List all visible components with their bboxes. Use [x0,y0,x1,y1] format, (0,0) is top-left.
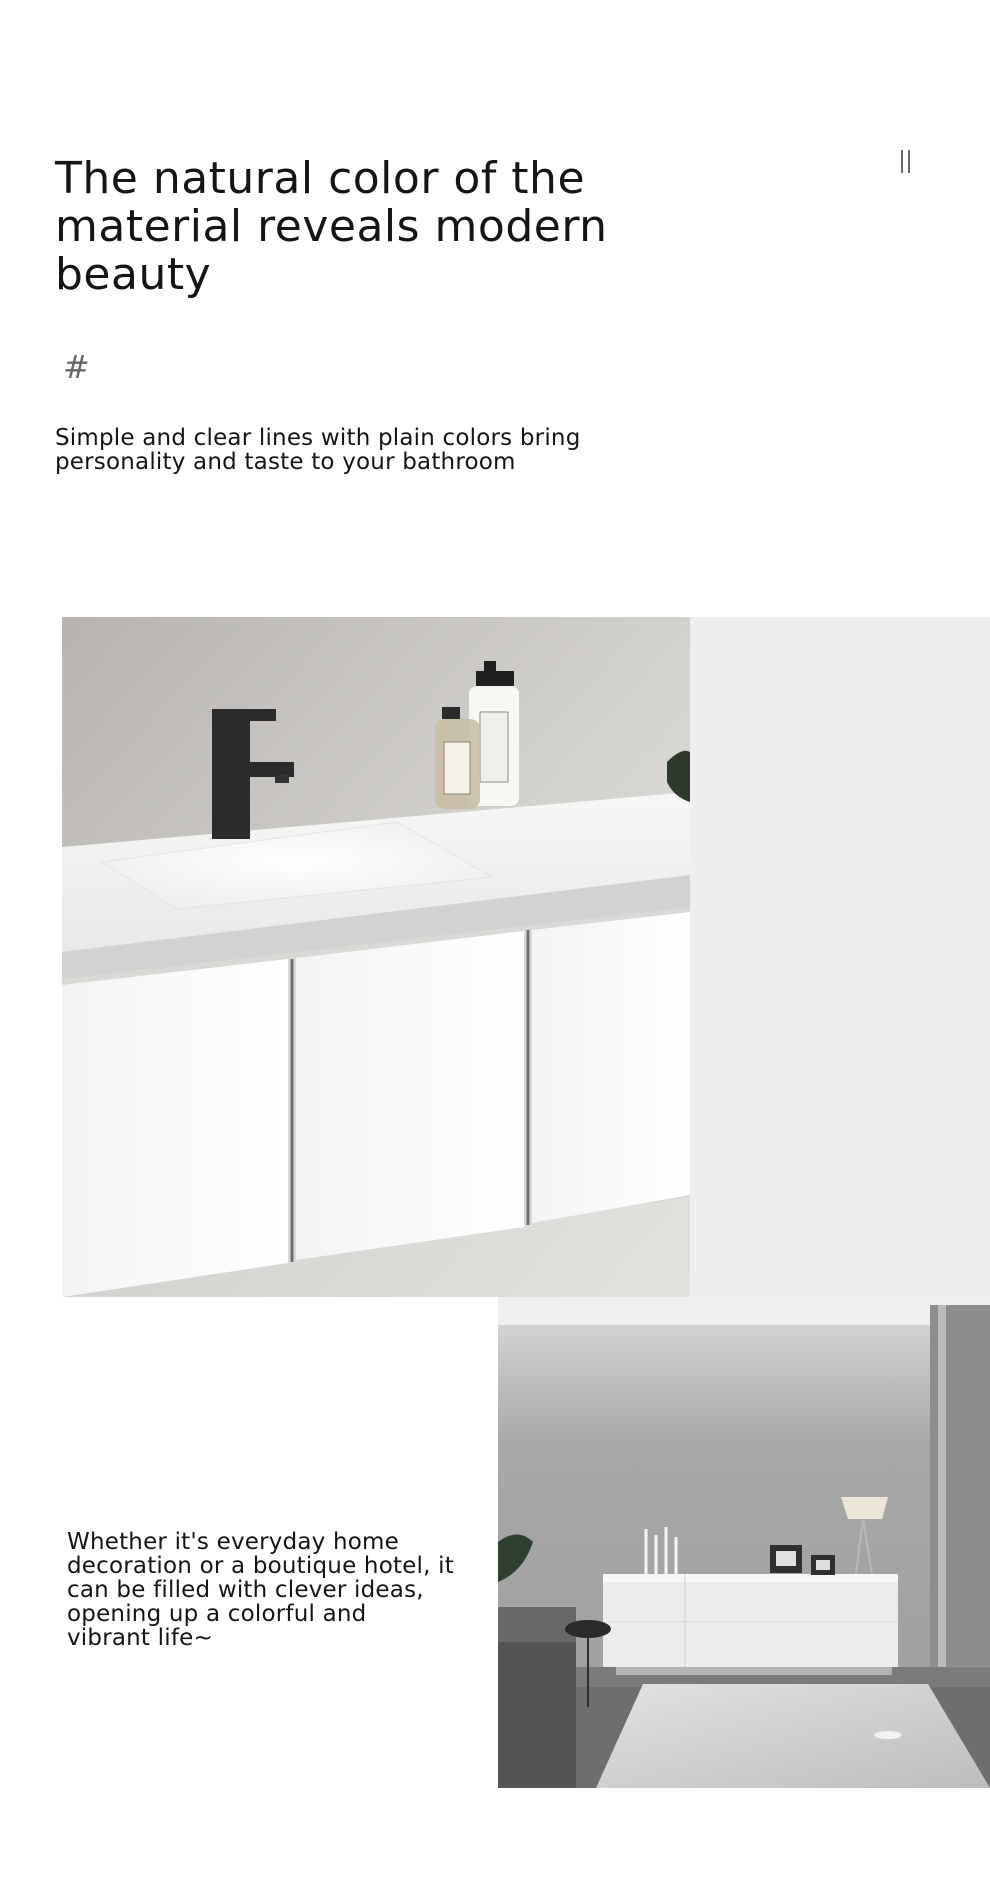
headline: The natural color of the material reveals modern beauty [55,153,608,300]
bathroom-vanity-photo [62,617,690,1297]
body-copy: Whether it's everyday home decoration or a boutique hotel, it can be filled with clever ideas, opening up a colorful and vibrant life~ [67,1529,454,1651]
living-room-illustration [498,1297,990,1788]
pause-bar-right [908,150,910,173]
pause-icon[interactable] [894,148,918,174]
subtitle: Simple and clear lines with plain colors bring personality and taste to your bathroom [55,425,581,475]
grey-background-panel [690,617,990,1297]
hash-mark: # [63,348,90,386]
living-room-photo [498,1297,990,1788]
pause-bar-left [901,150,903,173]
bathroom-vanity-illustration [62,617,690,1297]
